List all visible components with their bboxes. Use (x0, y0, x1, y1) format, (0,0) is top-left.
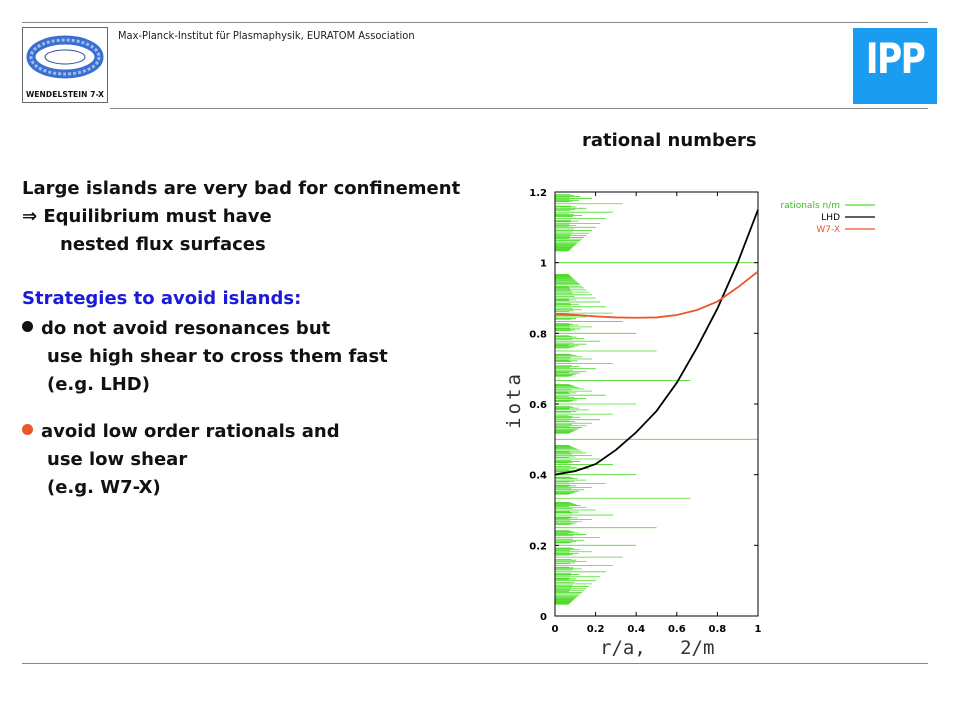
y-tick-label: 0.8 (529, 329, 547, 341)
y-tick-label: 0.6 (529, 400, 547, 411)
x-tick-label: 0.8 (708, 624, 727, 635)
bullet-1 (22, 318, 330, 339)
chart-svg (500, 180, 960, 660)
bullet-dot-orange (22, 424, 33, 435)
legend-label: rationals n/m (780, 201, 840, 211)
bullet-1-line-2: use high shear to cross them fast (47, 346, 388, 367)
ipp-logo-text: IPP (865, 34, 925, 83)
top-rule (22, 22, 928, 23)
footer-rule (22, 663, 928, 664)
x-tick-label: 1 (754, 624, 762, 635)
y-axis-label: iota (503, 371, 525, 429)
y-tick-label: 0 (540, 612, 547, 623)
heading-line-3: nested flux surfaces (60, 234, 266, 255)
logo-caption: WENDELSTEIN 7-X (25, 90, 105, 99)
bullet-2-line-2: use low shear (47, 449, 188, 470)
legend-label: LHD (821, 213, 840, 223)
bullet-1-line-3: (e.g. LHD) (47, 374, 150, 395)
heading-line-1: Large islands are very bad for confinement (22, 178, 461, 199)
legend-label: W7-X (816, 225, 840, 235)
stellarator-icon (26, 31, 104, 83)
bullet-2 (22, 421, 340, 442)
x-axis-label: r/a, 2/m (600, 637, 715, 659)
wendelstein-logo (22, 27, 108, 103)
x-tick-label: 0 (551, 624, 559, 635)
bullet-1-line-1: do not avoid resonances but (41, 318, 331, 339)
y-tick-label: 1.2 (529, 188, 547, 199)
institute-name: Max-Planck-Institut für Plasmaphysik, EURATOM Association (118, 29, 415, 42)
bullet-dot (22, 321, 33, 332)
x-tick-label: 0.4 (627, 624, 646, 635)
series-lhd (555, 210, 758, 475)
bullet-2-line-3: (e.g. W7-X) (47, 477, 161, 498)
strategies-title: Strategies to avoid islands: (22, 288, 302, 309)
chart-heading: rational numbers (582, 130, 757, 151)
y-tick-label: 0.2 (529, 541, 547, 553)
heading-line-2: ⇒ Equilibrium must have (22, 206, 272, 227)
header-rule (110, 108, 928, 109)
y-tick-label: 1 (540, 258, 547, 270)
x-tick-label: 0.2 (586, 624, 605, 635)
iota-chart (500, 180, 960, 660)
bullet-2-line-1: avoid low order rationals and (41, 421, 340, 442)
x-tick-label: 0.6 (667, 624, 686, 635)
y-tick-label: 0.4 (529, 470, 547, 482)
ipp-logo (853, 28, 937, 104)
